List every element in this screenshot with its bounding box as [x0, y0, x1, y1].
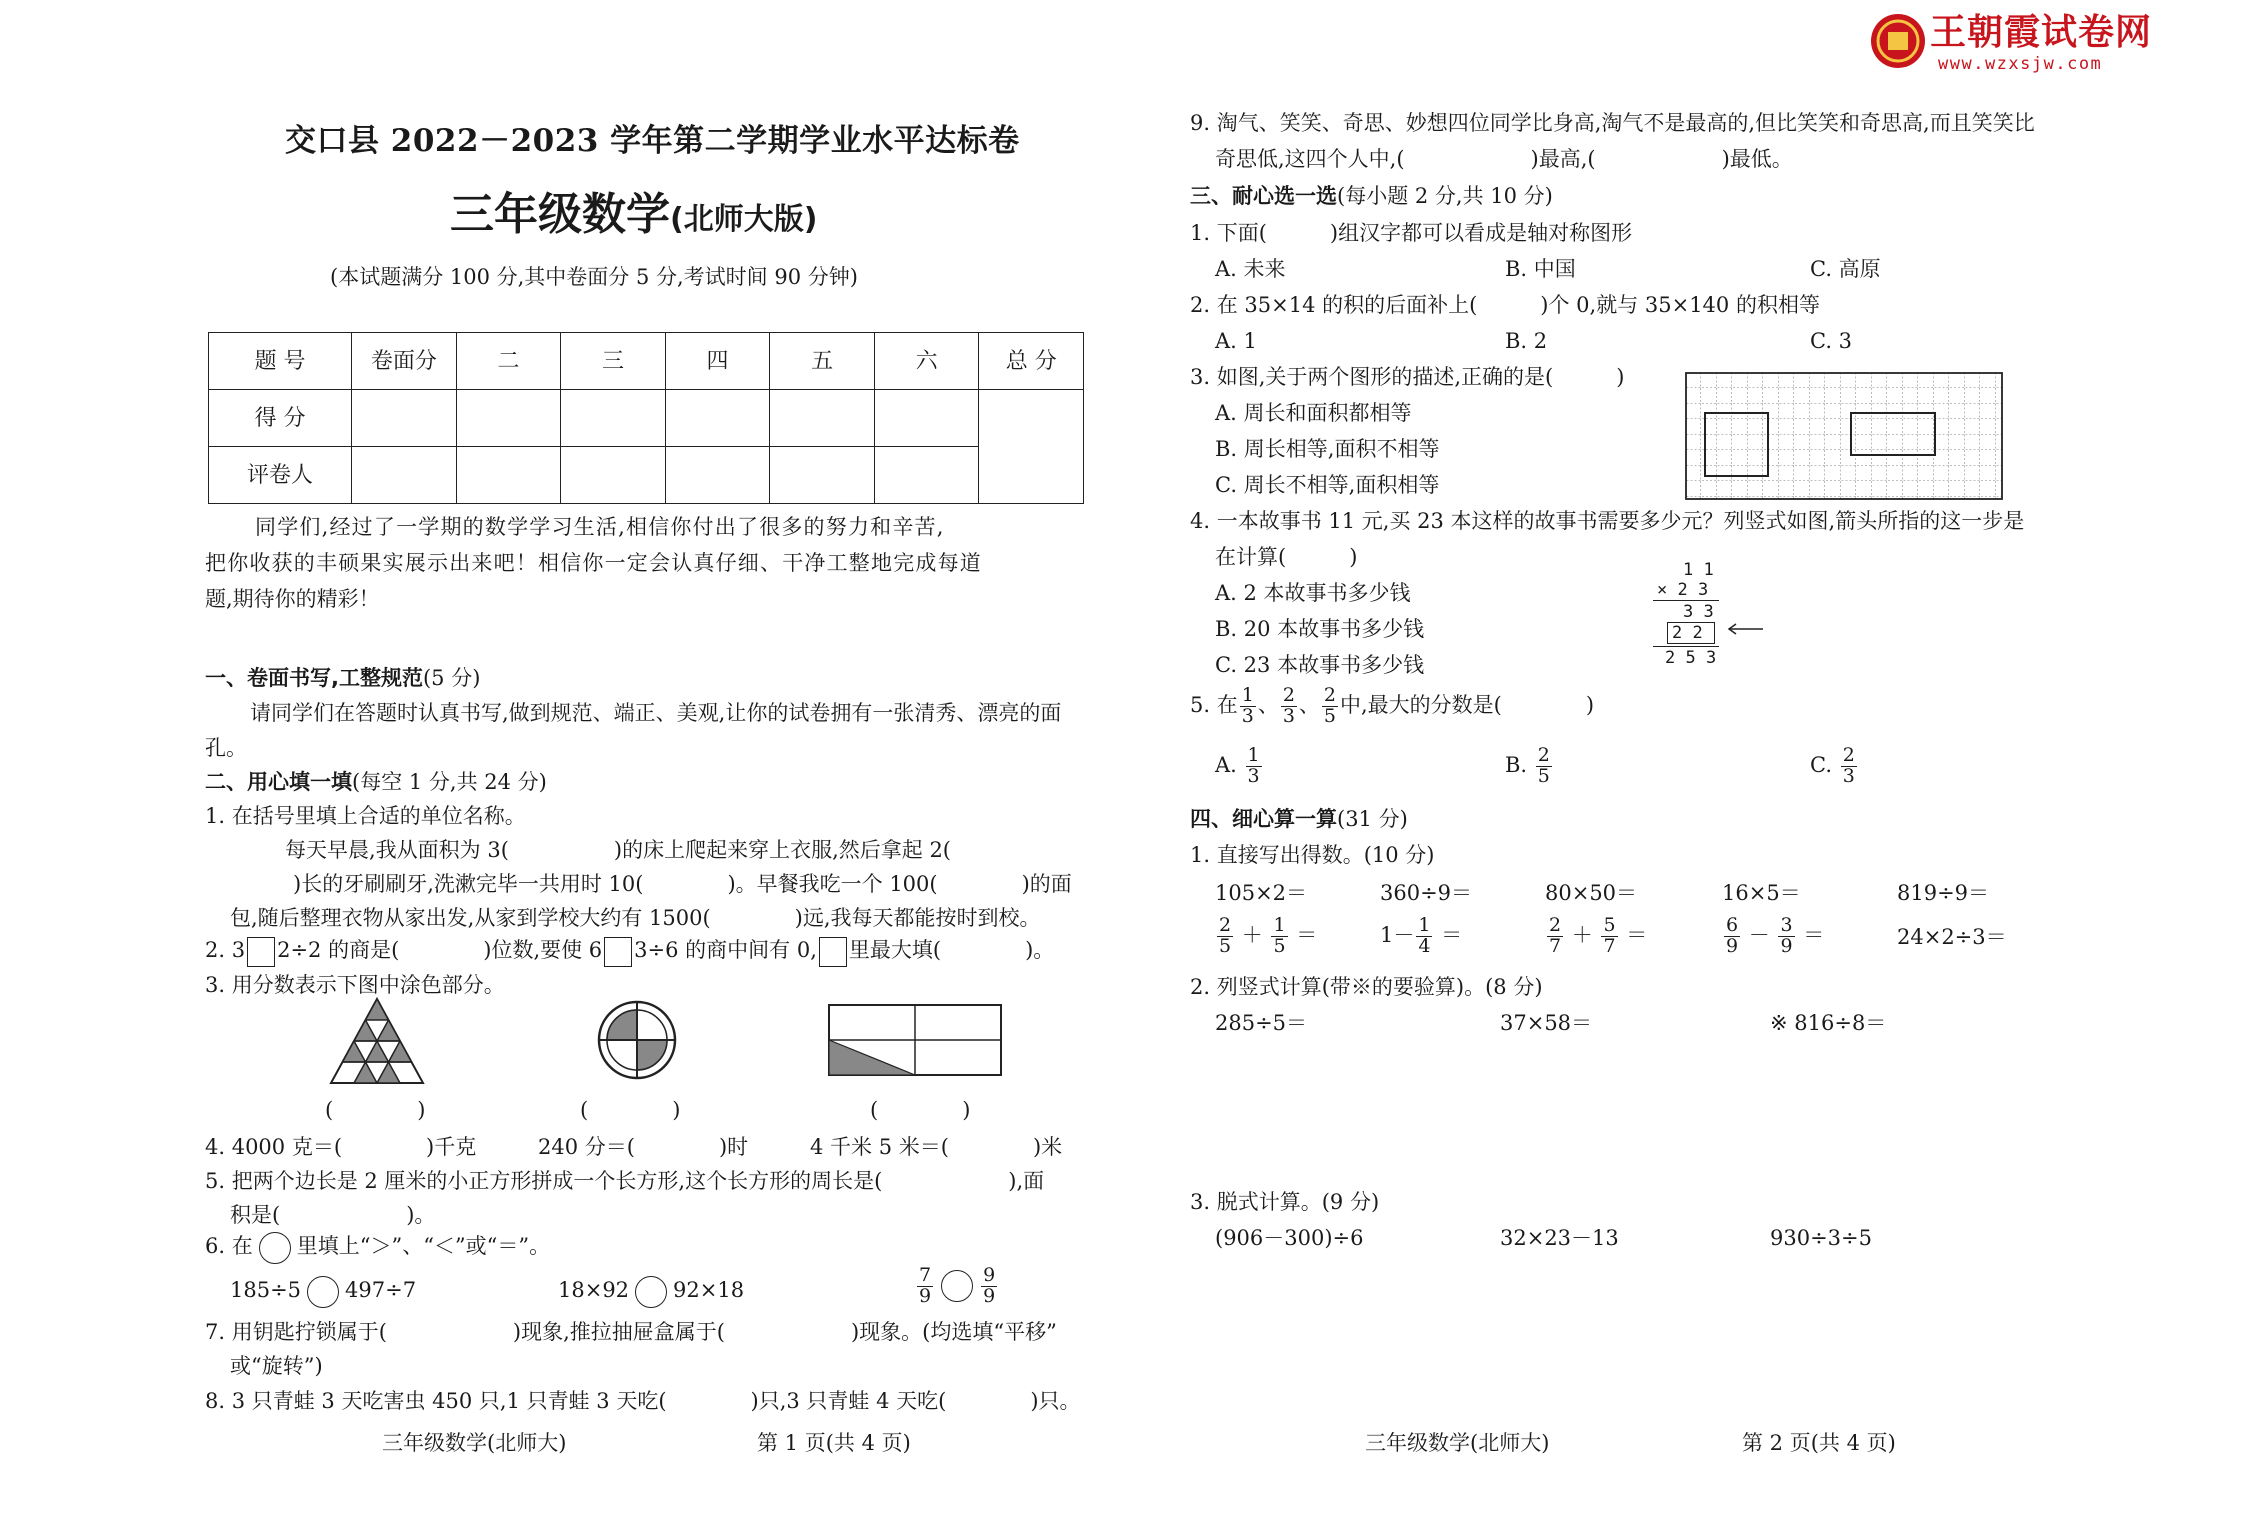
- denominator: 3: [1241, 704, 1254, 727]
- calc-item: 24×2÷3＝: [1897, 925, 2007, 949]
- fraction: $\frac{1}{5}$: [1273, 914, 1286, 957]
- grader-cell[interactable]: [770, 447, 875, 504]
- q6-compare-1: [230, 1275, 416, 1308]
- compare-circle[interactable]: [259, 1232, 291, 1264]
- calc-item: 37×58＝: [1500, 1011, 1593, 1035]
- q8: 8. 3 只青蛙 3 天吃害虫 450 只,1 只青蛙 3 天吃( )只,3 只青蛙 4 天吃( )只。: [205, 1389, 1081, 1413]
- section-title: 三、耐心选一选: [1190, 184, 1337, 208]
- q2: [205, 935, 1054, 967]
- calc-item: 80×50＝: [1545, 881, 1638, 905]
- option-letter: A.: [1215, 752, 1237, 777]
- option[interactable]: C. 周长不相等,面积相等: [1215, 473, 1440, 497]
- q9-line: 奇思低,这四个人中,( )最高,( )最低。: [1215, 147, 1793, 171]
- q6-text: 6. 在: [205, 1234, 253, 1258]
- header-cell: 题 号: [209, 333, 352, 390]
- section-title: 一、卷面书写,工整规范: [205, 666, 423, 690]
- edition-label: (北师大版): [670, 202, 818, 237]
- q1-line: 每天早晨,我从面积为 3( )的床上爬起来穿上衣服,然后拿起 2(: [285, 838, 951, 862]
- q6-stem: [205, 1231, 550, 1264]
- header-cell: 六: [874, 333, 979, 390]
- q3-blank[interactable]: ( ): [870, 1098, 971, 1122]
- calc-item: 360÷9＝: [1380, 881, 1473, 905]
- c1-stem: 1. 下面( )组汉字都可以看成是轴对称图形: [1190, 221, 1633, 245]
- q6-compare-3: [915, 1266, 999, 1307]
- option[interactable]: B. 20 本故事书多少钱: [1215, 617, 1425, 641]
- intro-line: 把你收获的丰硕果实展示出来吧！相信你一定会认真仔细、干净工整地完成每道: [205, 551, 982, 575]
- denominator: 9: [983, 1284, 996, 1307]
- fraction: [1281, 686, 1297, 727]
- numerator: 1: [1241, 684, 1254, 706]
- denominator: 5: [1323, 704, 1336, 727]
- denominator: 3: [1247, 764, 1260, 787]
- triangle-figure: [327, 995, 427, 1087]
- calc-item: $\frac{6}{9}$ － $\frac{3}{9}$ ＝: [1726, 914, 1825, 957]
- calc-item: 105×2＝: [1215, 881, 1308, 905]
- q3-blank[interactable]: ( ): [325, 1098, 426, 1122]
- grader-row: [209, 447, 1084, 504]
- q1-stem: 1. 在括号里填上合适的单位名称。: [205, 804, 526, 828]
- header-cell: 总 分: [979, 333, 1084, 390]
- option[interactable]: A. 未来: [1215, 257, 1286, 281]
- expr: 185÷5: [230, 1278, 302, 1302]
- section-points: (每空 1 分,共 24 分): [352, 770, 547, 794]
- fraction: $\frac{2}{5}$: [1219, 914, 1232, 957]
- vert-row: 3 3: [1683, 602, 1714, 622]
- score-cell[interactable]: [456, 390, 561, 447]
- q3-stem: 3. 用分数表示下图中涂色部分。: [205, 973, 505, 997]
- c5-stem: 5. 在 $\frac{1}{3}$ 、 $\frac{2}{3}$ 、 $\frac{2}{5}$ 中,最大的分数是( ): [1190, 684, 1595, 727]
- q5-line: 积是( )。: [230, 1203, 436, 1227]
- exam-page-1: [205, 0, 1085, 1535]
- footer-subject: 三年级数学(北师大): [382, 1431, 567, 1455]
- m2-stem: 2. 列竖式计算(带※的要验算)。(8 分): [1190, 975, 1543, 999]
- q2-text: 2. 3: [205, 938, 246, 962]
- section-1-text: 孔。: [205, 736, 247, 760]
- option[interactable]: [1810, 746, 1859, 787]
- score-cell[interactable]: [874, 390, 979, 447]
- rectangle-figure: [827, 1003, 1003, 1077]
- grid-figure: [1685, 372, 2003, 500]
- fraction: [1246, 746, 1262, 787]
- fraction: $\frac{1}{4}$: [1418, 914, 1431, 957]
- section-4-heading: [1190, 804, 1408, 836]
- c3-stem: 3. 如图,关于两个图形的描述,正确的是( ): [1190, 365, 1625, 389]
- q7-line: 或“旋转”): [230, 1354, 323, 1378]
- expr: 18×92: [558, 1278, 630, 1302]
- row-label: 得 分: [209, 390, 352, 447]
- subject-name: 三年级数学: [450, 189, 670, 240]
- q4-c: 4 千米 5 米＝( )米: [810, 1135, 1063, 1159]
- fraction: $\frac{6}{9}$: [1726, 914, 1739, 957]
- option[interactable]: C. 3: [1810, 329, 1853, 353]
- row-label: 评卷人: [209, 447, 352, 504]
- circle-figure: [595, 998, 679, 1082]
- vert-row: 2 2: [1672, 623, 1703, 643]
- q2-text: 3÷6 的商中间有 0,: [634, 938, 817, 962]
- vert-row: 1 1: [1683, 560, 1714, 580]
- header-cell: 三: [561, 333, 666, 390]
- denominator: 3: [1282, 704, 1295, 727]
- fraction: [1322, 686, 1338, 727]
- option[interactable]: A. 1: [1215, 329, 1257, 353]
- section-points: (5 分): [422, 666, 481, 690]
- option[interactable]: C. 高原: [1810, 257, 1881, 281]
- q4-a: 4. 4000 克＝( )千克: [205, 1135, 477, 1159]
- logo-name: 王朝霞试卷网: [1930, 12, 2153, 53]
- section-1-heading: [205, 663, 480, 695]
- calc-item: ※ 816÷8＝: [1770, 1011, 1887, 1035]
- calc-item: 819÷9＝: [1897, 881, 1990, 905]
- header-cell: 二: [456, 333, 561, 390]
- vertical-multiplication: [1635, 558, 1745, 668]
- denominator: 9: [919, 1284, 932, 1307]
- c5-text: 中,最大的分数是( ): [1340, 692, 1595, 717]
- expr: 497÷7: [345, 1278, 417, 1302]
- section-points: (31 分): [1337, 807, 1408, 831]
- option[interactable]: [1215, 746, 1264, 787]
- numerator: 9: [983, 1264, 996, 1286]
- calc-item: 930÷3÷5: [1770, 1226, 1872, 1250]
- fraction: [981, 1266, 997, 1307]
- exam-note: (本试题满分 100 分,其中卷面分 5 分,考试时间 90 分钟): [330, 265, 858, 289]
- option-letter: C.: [1810, 752, 1832, 777]
- answer-box[interactable]: [247, 937, 275, 967]
- section-title: 四、细心算一算: [1190, 807, 1337, 831]
- numerator: 2: [1282, 684, 1295, 706]
- numerator: 2: [1842, 744, 1855, 766]
- grader-cell[interactable]: [665, 447, 770, 504]
- m1-stem: 1. 直接写出得数。(10 分): [1190, 843, 1435, 867]
- grader-cell[interactable]: [456, 447, 561, 504]
- denominator: 5: [1537, 764, 1550, 787]
- header-cell: 卷面分: [352, 333, 457, 390]
- fraction: [1240, 686, 1256, 727]
- m3-stem: 3. 脱式计算。(9 分): [1190, 1190, 1380, 1214]
- calc-item: 1－ $\frac{1}{4}$ ＝: [1380, 914, 1463, 957]
- q7-line: 7. 用钥匙拧锁属于( )现象,推拉抽屉盒属于( )现象。(均选填“平移”: [205, 1320, 1057, 1344]
- calc-item: 16×5＝: [1722, 881, 1801, 905]
- option[interactable]: [1505, 746, 1554, 787]
- q4-b: 240 分＝( )时: [538, 1135, 749, 1159]
- section-points: (每小题 2 分,共 10 分): [1337, 184, 1553, 208]
- fraction: [917, 1266, 933, 1307]
- score-row: [209, 390, 1084, 447]
- q2-text: 里最大填( )。: [848, 938, 1055, 962]
- c2-stem: 2. 在 35×14 的积的后面补上( )个 0,就与 35×140 的积相等: [1190, 293, 1820, 317]
- q1-line: )长的牙刷刷牙,洗漱完毕一共用时 10( )。早餐我吃一个 100( )的面: [293, 872, 1072, 896]
- fraction: $\frac{5}{7}$: [1603, 914, 1616, 957]
- score-cell[interactable]: [665, 390, 770, 447]
- grader-cell[interactable]: [352, 447, 457, 504]
- calc-item: $\frac{2}{7}$ ＋ $\frac{5}{7}$ ＝: [1549, 914, 1648, 957]
- calc-item: $\frac{2}{5}$ ＋ $\frac{1}{5}$ ＝: [1219, 914, 1318, 957]
- c4-line: 在计算( ): [1215, 545, 1358, 569]
- q6-text: 里填上“＞”、“＜”或“＝”。: [296, 1234, 551, 1258]
- footer-page: 第 2 页(共 4 页): [1742, 1431, 1896, 1455]
- q6-compare-2: [558, 1275, 744, 1308]
- header-cell: 五: [770, 333, 875, 390]
- denominator: 3: [1842, 764, 1855, 787]
- compare-circle[interactable]: [941, 1270, 973, 1302]
- answer-box[interactable]: [819, 937, 847, 967]
- answer-box[interactable]: [604, 937, 632, 967]
- section-1-text: 请同学们在答题时认真书写,做到规范、端正、美观,让你的试卷拥有一张清秀、漂亮的面: [250, 701, 1062, 725]
- c5-text: 5. 在: [1190, 692, 1238, 717]
- option[interactable]: A. 2 本故事书多少钱: [1215, 581, 1411, 605]
- fraction: [1536, 746, 1552, 787]
- numerator: 1: [1247, 744, 1260, 766]
- section-3-heading: [1190, 181, 1553, 213]
- score-table-header: [209, 333, 1084, 390]
- option[interactable]: B. 2: [1505, 329, 1548, 353]
- footer-subject: 三年级数学(北师大): [1365, 1431, 1550, 1455]
- expr: 92×18: [673, 1278, 745, 1302]
- fraction: [1841, 746, 1857, 787]
- grader-cell[interactable]: [874, 447, 979, 504]
- calc-item: (906－300)÷6: [1215, 1226, 1364, 1250]
- option[interactable]: B. 中国: [1505, 257, 1576, 281]
- compare-circle[interactable]: [307, 1276, 339, 1308]
- option[interactable]: B. 周长相等,面积不相等: [1215, 437, 1440, 461]
- total-score-cell[interactable]: [979, 390, 1084, 504]
- score-cell[interactable]: [352, 390, 457, 447]
- exam-page-2: [1190, 0, 2090, 1535]
- numerator: 2: [1323, 684, 1336, 706]
- logo-url: www.wzxsjw.com: [1938, 54, 2103, 74]
- q2-text: 2÷2 的商是( )位数,要使 6: [277, 938, 603, 962]
- c4-line: 4. 一本故事书 11 元,买 23 本这样的故事书需要多少元？列竖式如图,箭头所指的这一步是: [1190, 509, 2025, 533]
- arrow-left-icon: [1725, 622, 1765, 636]
- intro-line: 同学们,经过了一学期的数学学习生活,相信你付出了很多的努力和辛苦,: [255, 515, 945, 539]
- score-cell[interactable]: [770, 390, 875, 447]
- q3-blank[interactable]: ( ): [580, 1098, 681, 1122]
- section-2-heading: [205, 767, 547, 799]
- section-title: 二、用心填一填: [205, 770, 352, 794]
- vert-row: × 2 3: [1657, 580, 1709, 600]
- calc-item: 285÷5＝: [1215, 1011, 1308, 1035]
- exam-title: 交口县 2022－2023 学年第二学期学业水平达标卷: [285, 123, 1020, 159]
- header-cell: 四: [665, 333, 770, 390]
- fraction: $\frac{3}{9}$: [1780, 914, 1793, 957]
- option[interactable]: A. 周长和面积都相等: [1215, 401, 1412, 425]
- intro-line: 题,期待你的精彩！: [205, 587, 380, 611]
- q5-line: 5. 把两个边长是 2 厘米的小正方形拼成一个长方形,这个长方形的周长是( ),面: [205, 1169, 1045, 1193]
- calc-item: 32×23－13: [1500, 1226, 1619, 1250]
- option-letter: B.: [1505, 752, 1528, 777]
- score-cell[interactable]: [561, 390, 666, 447]
- numerator: 2: [1537, 744, 1550, 766]
- compare-circle[interactable]: [635, 1276, 667, 1308]
- grader-cell[interactable]: [561, 447, 666, 504]
- exam-subject: [450, 182, 817, 248]
- numerator: 7: [919, 1264, 932, 1286]
- q9-line: 9. 淘气、笑笑、奇思、妙想四位同学比身高,淘气不是最高的,但比笑笑和奇思高,而且笑笑比: [1190, 111, 2035, 135]
- q1-line: 包,随后整理衣物从家出发,从家到学校大约有 1500( )远,我每天都能按时到校。: [230, 906, 1041, 930]
- fraction: $\frac{2}{7}$: [1549, 914, 1562, 957]
- footer-page: 第 1 页(共 4 页): [757, 1431, 911, 1455]
- vert-row: 2 5 3: [1665, 648, 1717, 668]
- option[interactable]: C. 23 本故事书多少钱: [1215, 653, 1425, 677]
- score-table: [208, 332, 1084, 504]
